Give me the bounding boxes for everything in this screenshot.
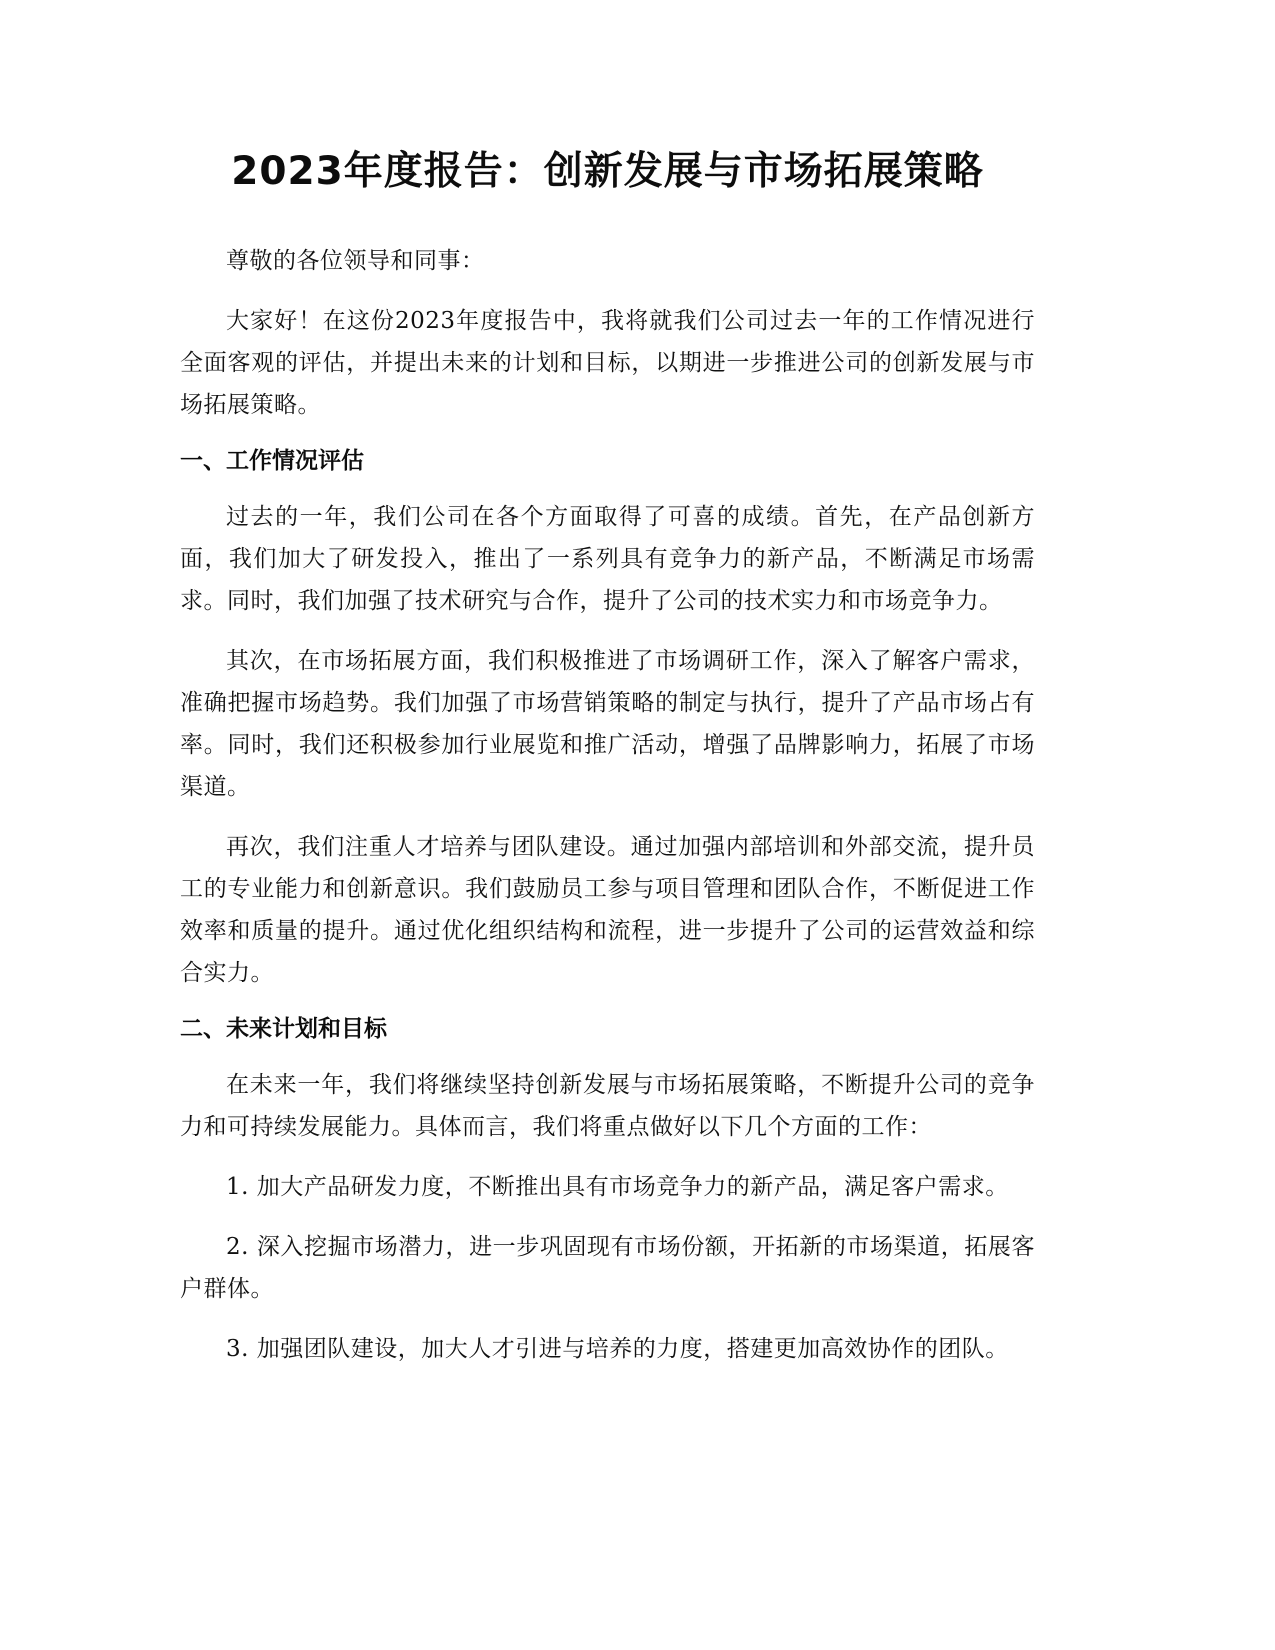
document-body [180, 140, 1035, 1370]
plan-list-item-1: 1. 加大产品研发力度，不断推出具有市场竞争力的新产品，满足客户需求。 [226, 1174, 1009, 1200]
evaluation-paragraph-2: 其次，在市场拓展方面，我们积极推进了市场调研工作，深入了解客户需求，准确把握市场趋势。我们加强了市场营销策略的制定与执行，提升了产品市场占有率。同时，我们还积极参加行业展览和推广活动，增强了品牌影响力，拓展了市场渠道。 [180, 648, 1035, 800]
plan-list-item-3: 3. 加强团队建设，加大人才引进与培养的力度，搭建更加高效协作的团队。 [226, 1336, 1009, 1362]
plan-list-item-2: 2. 深入挖掘市场潜力，进一步巩固现有市场份额，开拓新的市场渠道，拓展客户群体。 [180, 1234, 1035, 1302]
page-title: 2023年度报告：创新发展与市场拓展策略 [231, 149, 984, 194]
section-heading-plans: 二、未来计划和目标 [180, 1016, 387, 1042]
greeting-paragraph: 尊敬的各位领导和同事： [226, 248, 485, 274]
evaluation-paragraph-1: 过去的一年，我们公司在各个方面取得了可喜的成绩。首先，在产品创新方面，我们加大了研发投入，推出了一系列具有竞争力的新产品，不断满足市场需求。同时，我们加强了技术研究与合作，提升了公司的技术实力和市场竞争力。 [180, 504, 1035, 614]
intro-paragraph: 大家好！在这份2023年度报告中，我将就我们公司过去一年的工作情况进行全面客观的评估，并提出未来的计划和目标，以期进一步推进公司的创新发展与市场拓展策略。 [180, 308, 1035, 418]
evaluation-paragraph-3: 再次，我们注重人才培养与团队建设。通过加强内部培训和外部交流，提升员工的专业能力和创新意识。我们鼓励员工参与项目管理和团队合作，不断促进工作效率和质量的提升。通过优化组织结构和流程，进一步提升了公司的运营效益和综合实力。 [180, 834, 1035, 986]
plans-paragraph-1: 在未来一年，我们将继续坚持创新发展与市场拓展策略，不断提升公司的竞争力和可持续发展能力。具体而言，我们将重点做好以下几个方面的工作： [180, 1072, 1035, 1140]
section-heading-evaluation: 一、工作情况评估 [180, 448, 364, 474]
